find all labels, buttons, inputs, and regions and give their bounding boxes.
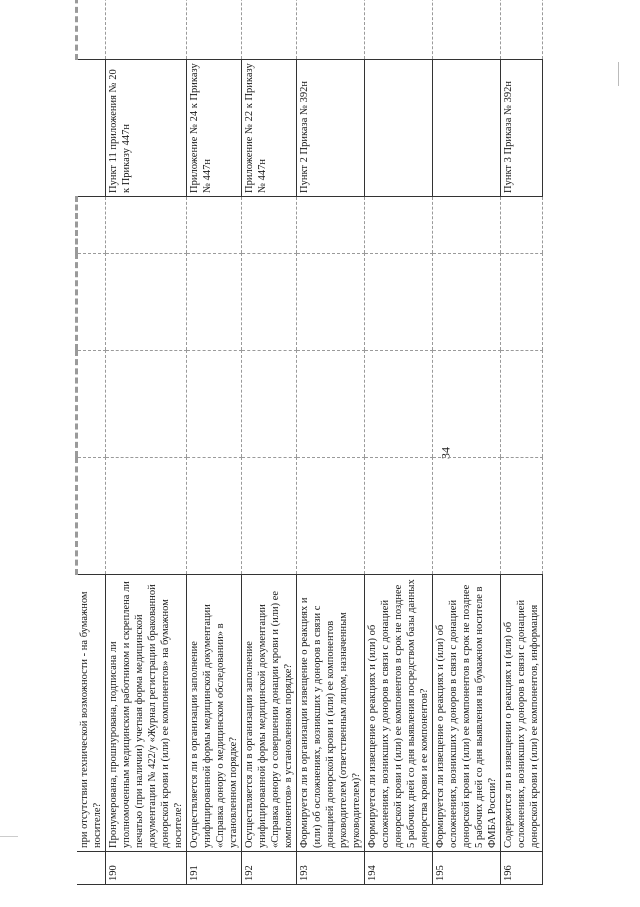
table-row bbox=[241, 0, 296, 885]
row-reference: Пункт 2 Приказа № 392н bbox=[296, 60, 364, 197]
row-question: при отсутствии технической возможности - на бумажном носителе? bbox=[77, 575, 106, 852]
table-row bbox=[432, 0, 500, 885]
row-question: Формируется ли извещение о реакциях и (или) об осложнениях, возникших у доноров в связи с донацией донорской крови и (или) ее компонентов в срок не позднее 5 рабочих дней со дня выявления посредством базы данных донорства крови и ее компонентов? bbox=[364, 575, 432, 852]
row-reference bbox=[432, 60, 500, 197]
answer-cell bbox=[364, 351, 432, 458]
row-reference bbox=[364, 60, 432, 197]
answer-cell bbox=[296, 254, 364, 351]
answer-cell bbox=[432, 254, 500, 351]
row-question: Пронумерована, прошнурована, подписана ли уполномоченным медицинским работником и скреплена ли печатью (при наличии) учетная форма медицинской документации № 422/у «Журнал регистрации бракованной донорской крови и (или) ее компонентов» на бумажном носителе? bbox=[105, 575, 186, 852]
notes-cell bbox=[364, 0, 432, 60]
answer-cell bbox=[186, 254, 241, 351]
row-question: Осуществляется ли в организации заполнение унифицированной формы медицинской документации «Справка донору о совершении донации крови и (или) ее компонентов» в установленном порядке? bbox=[241, 575, 296, 852]
row-number: 191 bbox=[186, 852, 241, 885]
rotated-table-wrapper bbox=[75, 45, 595, 885]
margin-mark bbox=[618, 62, 619, 86]
answer-cell bbox=[105, 458, 186, 575]
row-reference: Пункт 11 приложения № 20 к Приказу 447н bbox=[105, 60, 186, 197]
answer-cell bbox=[364, 458, 432, 575]
table-row bbox=[77, 0, 106, 885]
answer-cell bbox=[186, 351, 241, 458]
checklist-table bbox=[75, 0, 543, 885]
row-question: Содержится ли в извещении о реакциях и (или) об осложнениях, возникших у доноров в связи с донацией донорской крови и (или) ее компонентов, информация bbox=[500, 575, 542, 852]
answer-cell bbox=[500, 254, 542, 351]
margin-mark bbox=[0, 836, 18, 837]
answer-cell bbox=[432, 197, 500, 254]
row-question: Осуществляется ли в организации заполнение унифицированной формы медицинской документации «Справка донору о медицинском обследовании» в установленном порядке? bbox=[186, 575, 241, 852]
page-number: 34 bbox=[438, 447, 453, 459]
notes-cell bbox=[186, 0, 241, 60]
row-number: 195 bbox=[432, 852, 500, 885]
answer-cell bbox=[186, 458, 241, 575]
row-number: 193 bbox=[296, 852, 364, 885]
answer-cell bbox=[296, 351, 364, 458]
row-number: 190 bbox=[105, 852, 186, 885]
answer-cell bbox=[77, 254, 106, 351]
row-number: 196 bbox=[500, 852, 542, 885]
row-reference bbox=[77, 60, 106, 197]
answer-cell bbox=[241, 254, 296, 351]
answer-cell bbox=[105, 254, 186, 351]
answer-cell bbox=[77, 458, 106, 575]
row-reference: Приложение № 22 к Приказу № 447н bbox=[241, 60, 296, 197]
row-question: Формируется ли извещение о реакциях и (или) об осложнениях, возникших у доноров в связи с донацией донорской крови и (или) ее компонентов в срок не позднее 5 рабочих дней со дня выявления на бумажном носителе в ФМБА России? bbox=[432, 575, 500, 852]
notes-cell bbox=[77, 0, 106, 60]
answer-cell bbox=[432, 458, 500, 575]
row-number bbox=[77, 852, 106, 885]
answer-cell bbox=[432, 351, 500, 458]
answer-cell bbox=[105, 351, 186, 458]
answer-cell bbox=[77, 351, 106, 458]
table-row bbox=[364, 0, 432, 885]
answer-cell bbox=[241, 197, 296, 254]
answer-cell bbox=[77, 197, 106, 254]
answer-cell bbox=[500, 458, 542, 575]
row-question: Формируется ли в организации извещение о реакциях и (или) об осложнениях, возникших у доноров в связи с донацией донорской крови и (или) ее компонентов руководителем (ответственным лицом, назначенным руководителем)? bbox=[296, 575, 364, 852]
table-row bbox=[500, 0, 542, 885]
row-reference: Приложение № 24 к Приказу № 447н bbox=[186, 60, 241, 197]
answer-cell bbox=[241, 351, 296, 458]
row-number: 192 bbox=[241, 852, 296, 885]
row-reference: Пункт 3 Приказа № 392н bbox=[500, 60, 542, 197]
answer-cell bbox=[364, 254, 432, 351]
notes-cell bbox=[500, 0, 542, 60]
answer-cell bbox=[241, 458, 296, 575]
notes-cell bbox=[296, 0, 364, 60]
answer-cell bbox=[296, 197, 364, 254]
notes-cell bbox=[105, 0, 186, 60]
notes-cell bbox=[432, 0, 500, 60]
notes-cell bbox=[241, 0, 296, 60]
answer-cell bbox=[105, 197, 186, 254]
answer-cell bbox=[296, 458, 364, 575]
table-row bbox=[296, 0, 364, 885]
table-row bbox=[186, 0, 241, 885]
table-row bbox=[105, 0, 186, 885]
answer-cell bbox=[186, 197, 241, 254]
row-number: 194 bbox=[364, 852, 432, 885]
answer-cell bbox=[500, 351, 542, 458]
answer-cell bbox=[500, 197, 542, 254]
answer-cell bbox=[364, 197, 432, 254]
